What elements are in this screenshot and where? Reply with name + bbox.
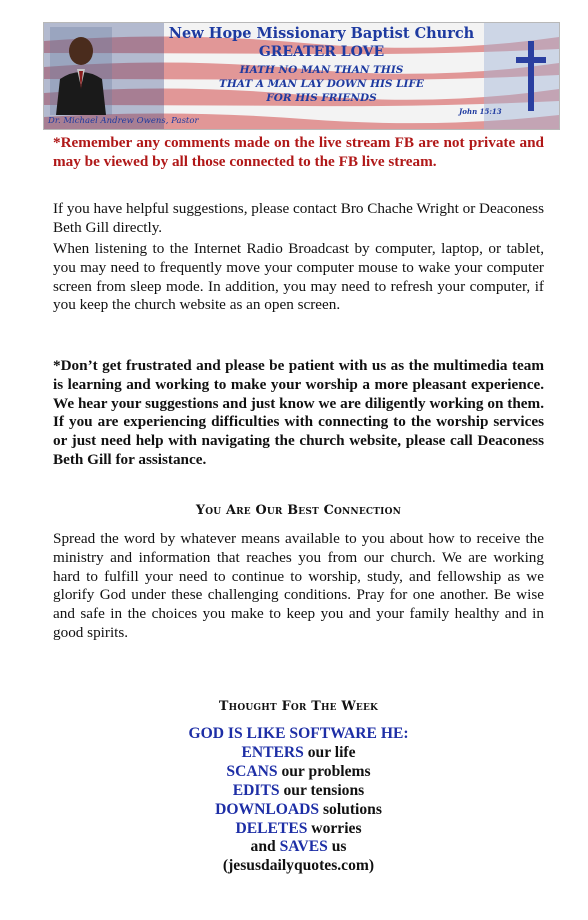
cross-icon — [514, 41, 548, 111]
thought-text: our tensions — [279, 781, 365, 799]
church-name: New Hope Missionary Baptist Church — [168, 25, 475, 42]
radio-broadcast-paragraph: When listening to the Internet Radio Broadcast by computer, laptop, or tablet, you may need to frequently move your computer mouse to wake your computer screen from sleep mode. In addition, you may need to refresh your computer, if you keep the church website as an open screen. — [53, 240, 544, 314]
thought-keyword: SCANS — [226, 762, 278, 780]
thought-heading: Thought For The Week — [218, 699, 379, 714]
thought-text: us — [327, 838, 347, 856]
thought-keyword: SAVES — [279, 838, 328, 856]
suggestions-paragraph: If you have helpful suggestions, please contact Bro Chache Wright or Deaconess Beth Gill directly. — [53, 200, 544, 236]
pastor-name: Dr. Michael Andrew Owens, Pastor — [48, 116, 199, 126]
thought-text: solutions — [319, 800, 382, 818]
verse-line-1: HATH NO MAN THAN THIS — [239, 64, 404, 76]
thought-for-the-week — [53, 725, 544, 876]
connection-paragraph: Spread the word by whatever means available to you about how to receive the ministry and information that reaches you from our church. We are working hard to fulfill your need to continue to worship, study, and fellowship as we glorify God under these challenging conditions. Pray for one another. Be wise and safe in the choices you make to keep you and your family healthy and in good spirits. — [53, 530, 544, 641]
facebook-privacy-notice: *Remember any comments made on the live stream FB are not private and may be viewed by all those connected to the FB live stream. — [53, 134, 544, 170]
thought-keyword: ENTERS — [241, 743, 304, 761]
thought-text: our life — [303, 743, 356, 761]
thought-keyword: DOWNLOADS — [215, 800, 320, 818]
verse-line-3: FOR HIS FRIENDS — [266, 92, 377, 104]
connection-heading: You Are Our Best Connection — [195, 503, 402, 518]
thought-text: our problems — [277, 762, 371, 780]
thought-keyword: DELETES — [235, 819, 308, 837]
thought-text: worries — [307, 819, 362, 837]
thought-keyword: EDITS — [232, 781, 280, 799]
thought-line-downloads — [53, 801, 544, 820]
scripture-reference: John 15:13 — [459, 107, 502, 116]
verse-line-2: THAT A MAN LAY DOWN HIS LIFE — [219, 78, 424, 90]
church-banner — [43, 22, 560, 130]
banner-title: GREATER LOVE — [258, 44, 385, 60]
thought-line-intro: GOD IS LIKE SOFTWARE HE: — [188, 725, 409, 742]
thought-line-enters — [53, 744, 544, 763]
thought-line-edits — [53, 782, 544, 801]
thought-text: and — [250, 838, 280, 856]
thought-line-deletes — [53, 820, 544, 839]
patience-paragraph: *Don’t get frustrated and please be patient with us as the multimedia team is learning and working to make your worship a more pleasant experience. We hear your suggestions and just know we are diligently working on them. If you are experiencing difficulties with connecting to the worship services or just need help with navigating the church website, please call Deaconess Beth Gill for assistance. — [53, 357, 544, 468]
thought-line-scans — [53, 763, 544, 782]
thought-source: (jesusdailyquotes.com) — [222, 857, 375, 875]
thought-line-saves — [53, 838, 544, 857]
